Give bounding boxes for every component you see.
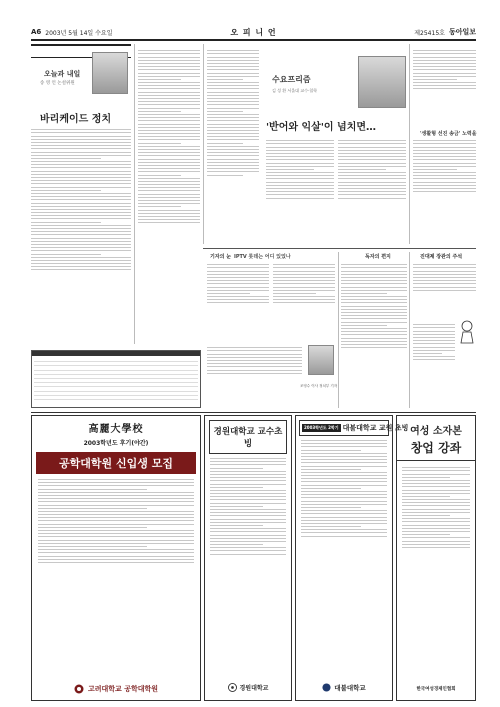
reporter-photo bbox=[308, 345, 334, 375]
daebul-emblem-icon bbox=[322, 683, 331, 692]
korea-univ-name: 高麗大學校 bbox=[88, 424, 144, 435]
main-column-author: 김 성 환 서울대 교수·철학 bbox=[272, 88, 317, 93]
ad-women-startup[interactable] bbox=[396, 415, 476, 701]
daebul-footer-label: 대불대학교 bbox=[334, 684, 366, 692]
right-column-body bbox=[413, 48, 476, 128]
women-footer: 한국여성경제인협회 bbox=[416, 687, 456, 692]
daebul-title: 대불대학교 교원 초빙 bbox=[342, 424, 409, 432]
daebul-footer bbox=[296, 683, 392, 692]
daebul-details bbox=[296, 440, 392, 655]
kyungwon-details bbox=[205, 458, 291, 673]
cartoon-figure bbox=[458, 320, 476, 344]
ad-korea-university[interactable] bbox=[31, 415, 201, 701]
section-title: 오 피 니 언 bbox=[230, 27, 277, 37]
left-column-series: 오늘과 내일 bbox=[44, 70, 81, 78]
minister-note-heading: 진대제 장관의 주석 bbox=[420, 254, 463, 260]
korea-univ-footer bbox=[32, 684, 200, 694]
column-divider-5 bbox=[409, 252, 410, 408]
newspaper-name: 동아일보 bbox=[448, 28, 476, 36]
main-column-author-photo bbox=[358, 56, 406, 108]
reporter-eye-body-2 bbox=[207, 345, 302, 407]
women-title-line1: 여성 소자본 bbox=[410, 426, 462, 437]
ads-top-rule bbox=[31, 412, 476, 413]
column-divider-4 bbox=[338, 252, 339, 408]
reporter-eye-title: IPTV 롯데는 어디 있었나 bbox=[234, 254, 291, 260]
reader-letter-heading: 독자의 편지 bbox=[365, 254, 391, 260]
column-divider-3 bbox=[409, 44, 410, 244]
ad-daebul-university[interactable] bbox=[295, 415, 409, 701]
letters-top-rule bbox=[203, 248, 476, 249]
right-column-heading: '생활형 선진 송금' 노력을 bbox=[420, 131, 477, 137]
minister-note-body bbox=[413, 262, 476, 320]
header-rule bbox=[31, 39, 476, 41]
main-column-title: '반어와 익살'이 넘치면… bbox=[266, 122, 377, 133]
column-divider-2 bbox=[203, 44, 204, 244]
ad-kyungwon-university[interactable] bbox=[204, 415, 292, 701]
left-column-title: 바리케이드 정치 bbox=[40, 114, 112, 125]
reporter-eye-heading: 기자의 눈 bbox=[210, 254, 232, 260]
left-column-body bbox=[31, 127, 131, 347]
minister-note-body-2 bbox=[413, 322, 455, 408]
korea-univ-emblem-icon bbox=[74, 684, 84, 694]
column-divider-1 bbox=[134, 44, 135, 344]
women-details bbox=[397, 461, 475, 651]
main-column-series: 수요프리즘 bbox=[272, 75, 311, 84]
reader-letter-body bbox=[341, 262, 407, 408]
masthead-right bbox=[414, 27, 476, 37]
main-column-intro bbox=[207, 48, 259, 244]
left-column-author: 송 영 언 논설위원 bbox=[40, 81, 75, 86]
issue-date: 2003년 5월 14일 수요일 bbox=[45, 29, 113, 37]
right-column-body-2 bbox=[413, 138, 476, 244]
kyungwon-footer-label: 경원대학교 bbox=[239, 685, 269, 692]
kyungwon-footer bbox=[205, 683, 291, 692]
women-title-line2: 창업 강좌 bbox=[410, 441, 462, 455]
main-column-body bbox=[266, 138, 406, 244]
korea-univ-details bbox=[32, 479, 200, 659]
reporter-eye-body bbox=[207, 262, 335, 342]
korea-univ-footer-label: 고려대학교 공학대학원 bbox=[87, 685, 159, 693]
daebul-badge: 2003학년도 2학기 bbox=[304, 425, 339, 430]
cartoon-figure-icon bbox=[458, 320, 476, 344]
issue-number: 제25415호 bbox=[414, 29, 445, 37]
reporter-photo-caption: 조영수 이사 정치부 기자 bbox=[300, 384, 338, 388]
left-column-body-continued bbox=[138, 48, 200, 344]
daebul-header bbox=[299, 420, 409, 436]
kyungwon-emblem-icon bbox=[228, 683, 237, 692]
korea-univ-title: 공학대학원 신입생 모집 bbox=[36, 452, 196, 474]
page-number: A6 bbox=[31, 28, 42, 36]
korea-univ-sub: 2003학년도 후기(야간) bbox=[83, 440, 149, 447]
contact-directory bbox=[31, 350, 201, 408]
left-column-author-photo bbox=[92, 52, 128, 94]
kyungwon-title: 경원대학교 교수초빙 bbox=[209, 420, 287, 454]
page-header bbox=[31, 26, 476, 38]
